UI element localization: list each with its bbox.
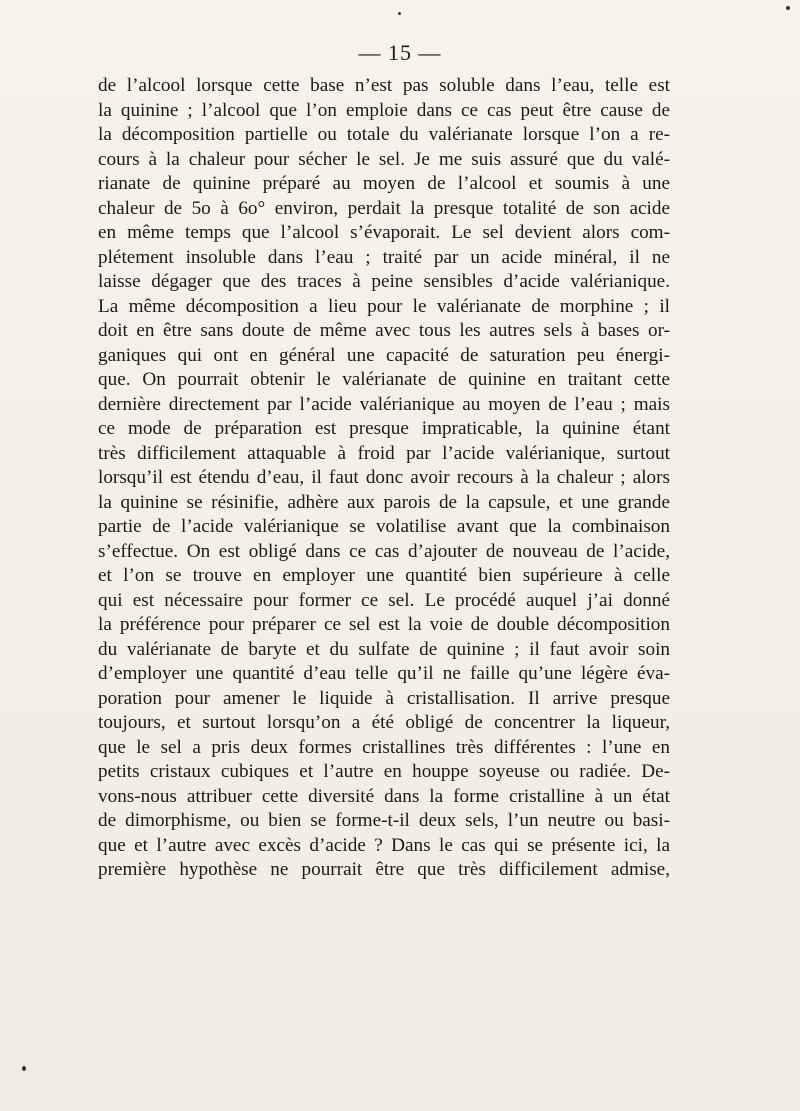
text-line: la préférence pour préparer ce sel est la voie de double décomposition [98, 614, 670, 635]
text-line: vons-nous attribuer cette diversité dans la forme cristalline à un état [98, 785, 670, 807]
text-line: s’effectue. On est obligé dans ce cas d’ajouter de nouveau de l’acide, [98, 540, 670, 562]
text-line: petits cristaux cubiques et l’autre en houppe soyeuse ou radiée. De- [98, 761, 670, 782]
text-line: doit en être sans doute de même avec tous les autres sels à bases or- [98, 320, 670, 341]
ink-speck [398, 12, 401, 15]
text-line: que. On pourrait obtenir le valérianate de quinine en traitant cette [98, 369, 670, 390]
text-line: du valérianate de baryte et du sulfate de quinine ; il faut avoir soin [98, 638, 670, 660]
text-line: que et l’autre avec excès d’acide ? Dans le cas qui se présente ici, la [98, 834, 670, 856]
text-line: la décomposition partielle ou totale du valérianate lorsque l’on a re- [98, 124, 670, 145]
text-line: chaleur de 5o à 6o° environ, perdait la presque totalité de son acide [98, 197, 670, 219]
text-line: laisse dégager que des traces à peine sensibles d’acide valérianique. [98, 271, 670, 292]
text-line: ganiques qui ont en général une capacité de saturation peu énergi- [98, 344, 670, 366]
text-line: très difficilement attaquable à froid par l’acide valérianique, surtout [98, 442, 670, 464]
ink-speck [22, 1066, 26, 1071]
text-line: d’employer une quantité d’eau telle qu’il ne faille qu’une légère éva- [98, 663, 670, 684]
text-line: qui est nécessaire pour former ce sel. Le procédé auquel j’ai donné [98, 589, 670, 611]
text-line: La même décomposition a lieu pour le valérianate de morphine ; il [98, 295, 670, 317]
text-line: partie de l’acide valérianique se volatilise avant que la combinaison [98, 516, 670, 537]
text-line: de dimorphisme, ou bien se forme-t-il deux sels, l’un neutre ou basi- [98, 810, 670, 831]
text-line: la quinine ; l’alcool que l’on emploie dans ce cas peut être cause de [98, 99, 670, 121]
page-number: — 15 — [358, 40, 442, 65]
text-line: en même temps que l’alcool s’évaporait. Le sel devient alors com- [98, 222, 670, 243]
text-line: poration pour amener le liquide à cristallisation. Il arrive presque [98, 687, 670, 709]
text-line: cours à la chaleur pour sécher le sel. Je me suis assuré que du valé- [98, 148, 670, 170]
text-line: de l’alcool lorsque cette base n’est pas soluble dans l’eau, telle est [98, 75, 670, 96]
text-line: ce mode de préparation est presque impraticable, la quinine étant [98, 418, 670, 439]
text-line: toujours, et surtout lorsqu’on a été obligé de concentrer la liqueur, [98, 712, 670, 733]
text-line: et l’on se trouve en employer une quantité bien supérieure à celle [98, 565, 670, 586]
ink-speck [786, 6, 790, 10]
text-line: lorsqu’il est étendu d’eau, il faut donc avoir recours à la chaleur ; alors [98, 467, 670, 488]
text-line: plétement insoluble dans l’eau ; traité par un acide minéral, il ne [98, 246, 670, 268]
text-line: rianate de quinine préparé au moyen de l’alcool et soumis à une [98, 173, 670, 194]
text-line: que le sel a pris deux formes cristallines très différentes : l’une en [98, 736, 670, 758]
text-line: première hypothèse ne pourrait être que très difficilement admise, [98, 859, 670, 880]
text-line: dernière directement par l’acide valérianique au moyen de l’eau ; mais [98, 393, 670, 415]
body-text [98, 74, 670, 883]
text-line: la quinine se résinifie, adhère aux parois de la capsule, et une grande [98, 491, 670, 513]
